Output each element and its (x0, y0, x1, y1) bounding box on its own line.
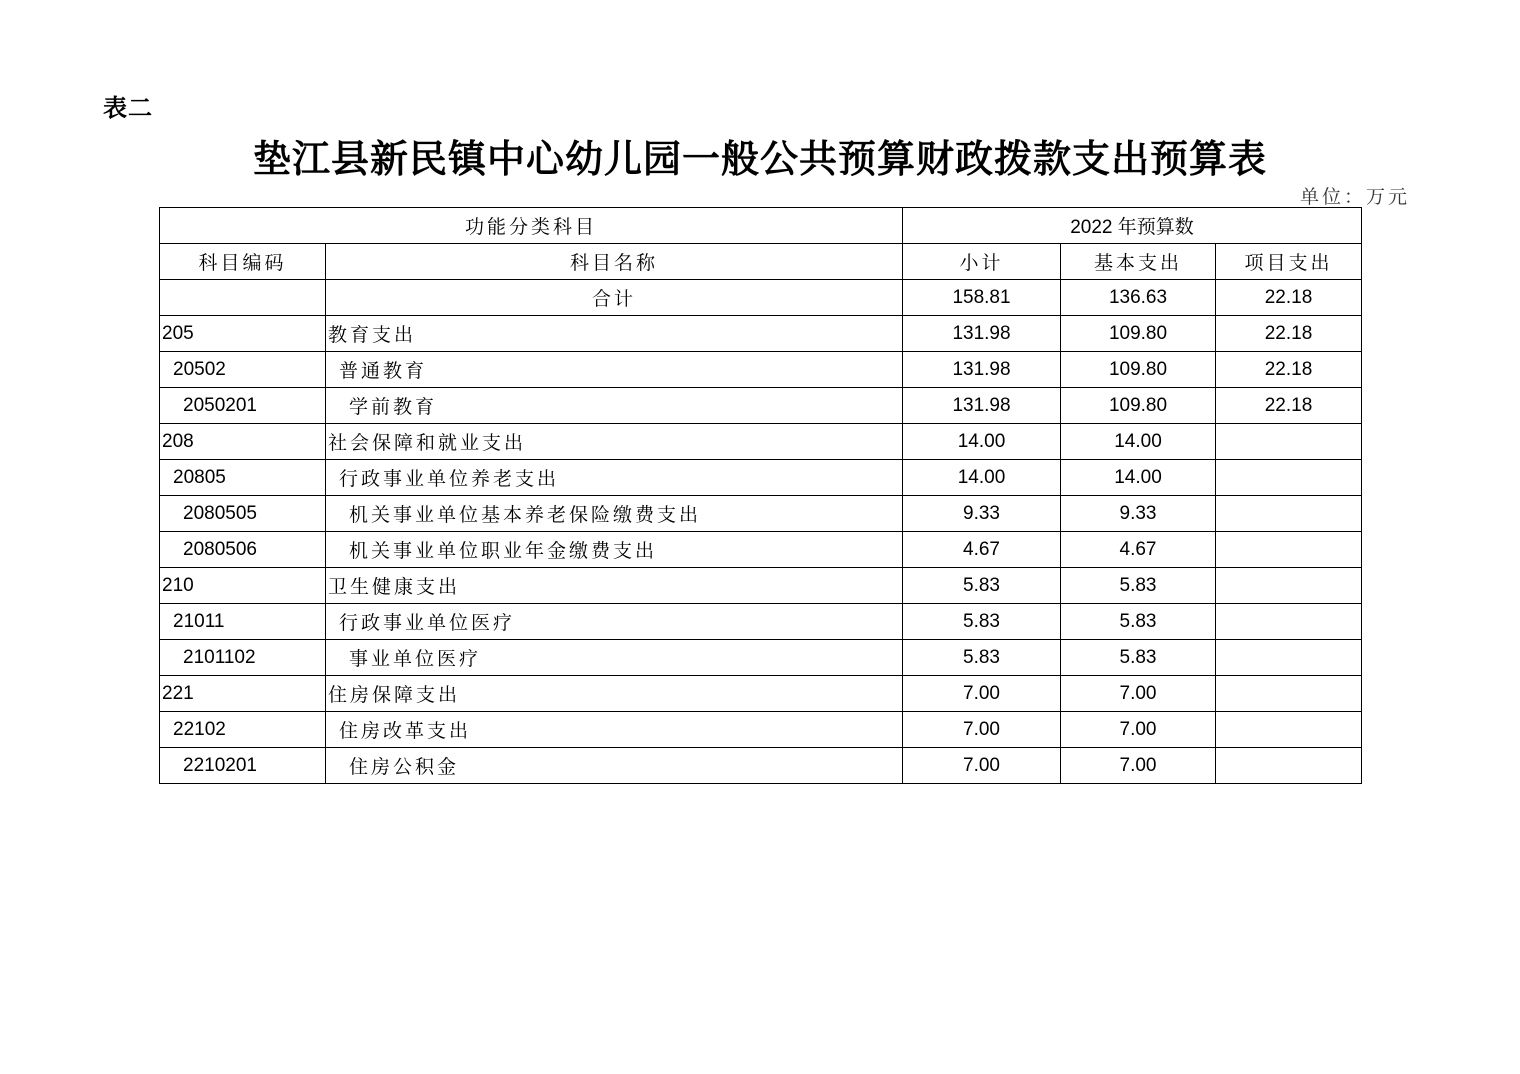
cell-project (1216, 568, 1362, 604)
cell-basic: 5.83 (1061, 640, 1216, 676)
cell-basic: 7.00 (1061, 712, 1216, 748)
cell-subtotal: 131.98 (903, 316, 1061, 352)
header-group-row (160, 208, 1362, 244)
cell-code: 208 (160, 424, 326, 460)
cell-name: 社会保障和就业支出 (326, 424, 903, 460)
cell-code: 2080505 (160, 496, 326, 532)
cell-project (1216, 460, 1362, 496)
cell-code: 22102 (160, 712, 326, 748)
cell-subtotal: 7.00 (903, 712, 1061, 748)
table-number-label: 表二 (103, 95, 153, 122)
cell-code: 20502 (160, 352, 326, 388)
table-row (160, 496, 1362, 532)
cell-subtotal: 5.83 (903, 640, 1061, 676)
cell-project (1216, 424, 1362, 460)
cell-subtotal: 14.00 (903, 424, 1061, 460)
cell-code: 205 (160, 316, 326, 352)
cell-basic: 109.80 (1061, 388, 1216, 424)
cell-name: 合计 (326, 280, 903, 316)
cell-project: 22.18 (1216, 352, 1362, 388)
table-row (160, 640, 1362, 676)
cell-name: 机关事业单位职业年金缴费支出 (326, 532, 903, 568)
cell-basic: 7.00 (1061, 676, 1216, 712)
cell-subtotal: 131.98 (903, 352, 1061, 388)
cell-name: 卫生健康支出 (326, 568, 903, 604)
table-row (160, 460, 1362, 496)
cell-name: 教育支出 (326, 316, 903, 352)
header-basic-expenditure: 基本支出 (1061, 244, 1216, 280)
cell-code: 20805 (160, 460, 326, 496)
header-code: 科目编码 (160, 244, 326, 280)
table-body (160, 280, 1362, 784)
cell-name: 行政事业单位养老支出 (326, 460, 903, 496)
cell-project (1216, 676, 1362, 712)
cell-basic: 14.00 (1061, 424, 1216, 460)
table-row (160, 316, 1362, 352)
cell-subtotal: 131.98 (903, 388, 1061, 424)
cell-code: 2101102 (160, 640, 326, 676)
cell-code: 221 (160, 676, 326, 712)
cell-subtotal: 7.00 (903, 676, 1061, 712)
total-row (160, 280, 1362, 316)
cell-project: 22.18 (1216, 388, 1362, 424)
cell-subtotal: 158.81 (903, 280, 1061, 316)
cell-subtotal: 4.67 (903, 532, 1061, 568)
cell-project (1216, 748, 1362, 784)
cell-name: 住房公积金 (326, 748, 903, 784)
table-row (160, 532, 1362, 568)
cell-project: 22.18 (1216, 280, 1362, 316)
cell-name: 普通教育 (326, 352, 903, 388)
cell-name: 学前教育 (326, 388, 903, 424)
cell-name: 行政事业单位医疗 (326, 604, 903, 640)
cell-code (160, 280, 326, 316)
cell-basic: 136.63 (1061, 280, 1216, 316)
cell-subtotal: 5.83 (903, 604, 1061, 640)
header-column-row (160, 244, 1362, 280)
cell-subtotal: 7.00 (903, 748, 1061, 784)
cell-basic: 14.00 (1061, 460, 1216, 496)
cell-name: 住房保障支出 (326, 676, 903, 712)
table-row (160, 424, 1362, 460)
unit-label: 单位：万元 (1299, 187, 1410, 208)
cell-project (1216, 604, 1362, 640)
cell-subtotal: 5.83 (903, 568, 1061, 604)
cell-basic: 5.83 (1061, 568, 1216, 604)
table-row (160, 568, 1362, 604)
header-subtotal: 小计 (903, 244, 1061, 280)
header-project-expenditure: 项目支出 (1216, 244, 1362, 280)
header-functional-classification: 功能分类科目 (160, 208, 903, 244)
table-row (160, 604, 1362, 640)
cell-basic: 7.00 (1061, 748, 1216, 784)
cell-project (1216, 496, 1362, 532)
cell-subtotal: 9.33 (903, 496, 1061, 532)
cell-name: 事业单位医疗 (326, 640, 903, 676)
table-row (160, 748, 1362, 784)
cell-code: 2050201 (160, 388, 326, 424)
cell-project: 22.18 (1216, 316, 1362, 352)
cell-basic: 109.80 (1061, 352, 1216, 388)
table-row (160, 352, 1362, 388)
table-row (160, 712, 1362, 748)
table-row (160, 388, 1362, 424)
cell-basic: 9.33 (1061, 496, 1216, 532)
cell-name: 机关事业单位基本养老保险缴费支出 (326, 496, 903, 532)
cell-code: 210 (160, 568, 326, 604)
cell-project (1216, 712, 1362, 748)
cell-name: 住房改革支出 (326, 712, 903, 748)
cell-subtotal: 14.00 (903, 460, 1061, 496)
document-title: 垫江县新民镇中心幼儿园一般公共预算财政拨款支出预算表 (252, 136, 1267, 181)
cell-code: 2210201 (160, 748, 326, 784)
cell-basic: 5.83 (1061, 604, 1216, 640)
cell-project (1216, 640, 1362, 676)
header-budget-year: 2022 年预算数 (903, 208, 1362, 244)
header-name: 科目名称 (326, 244, 903, 280)
budget-table (159, 207, 1362, 784)
cell-code: 21011 (160, 604, 326, 640)
cell-basic: 109.80 (1061, 316, 1216, 352)
cell-project (1216, 532, 1362, 568)
table-row (160, 676, 1362, 712)
cell-code: 2080506 (160, 532, 326, 568)
cell-basic: 4.67 (1061, 532, 1216, 568)
